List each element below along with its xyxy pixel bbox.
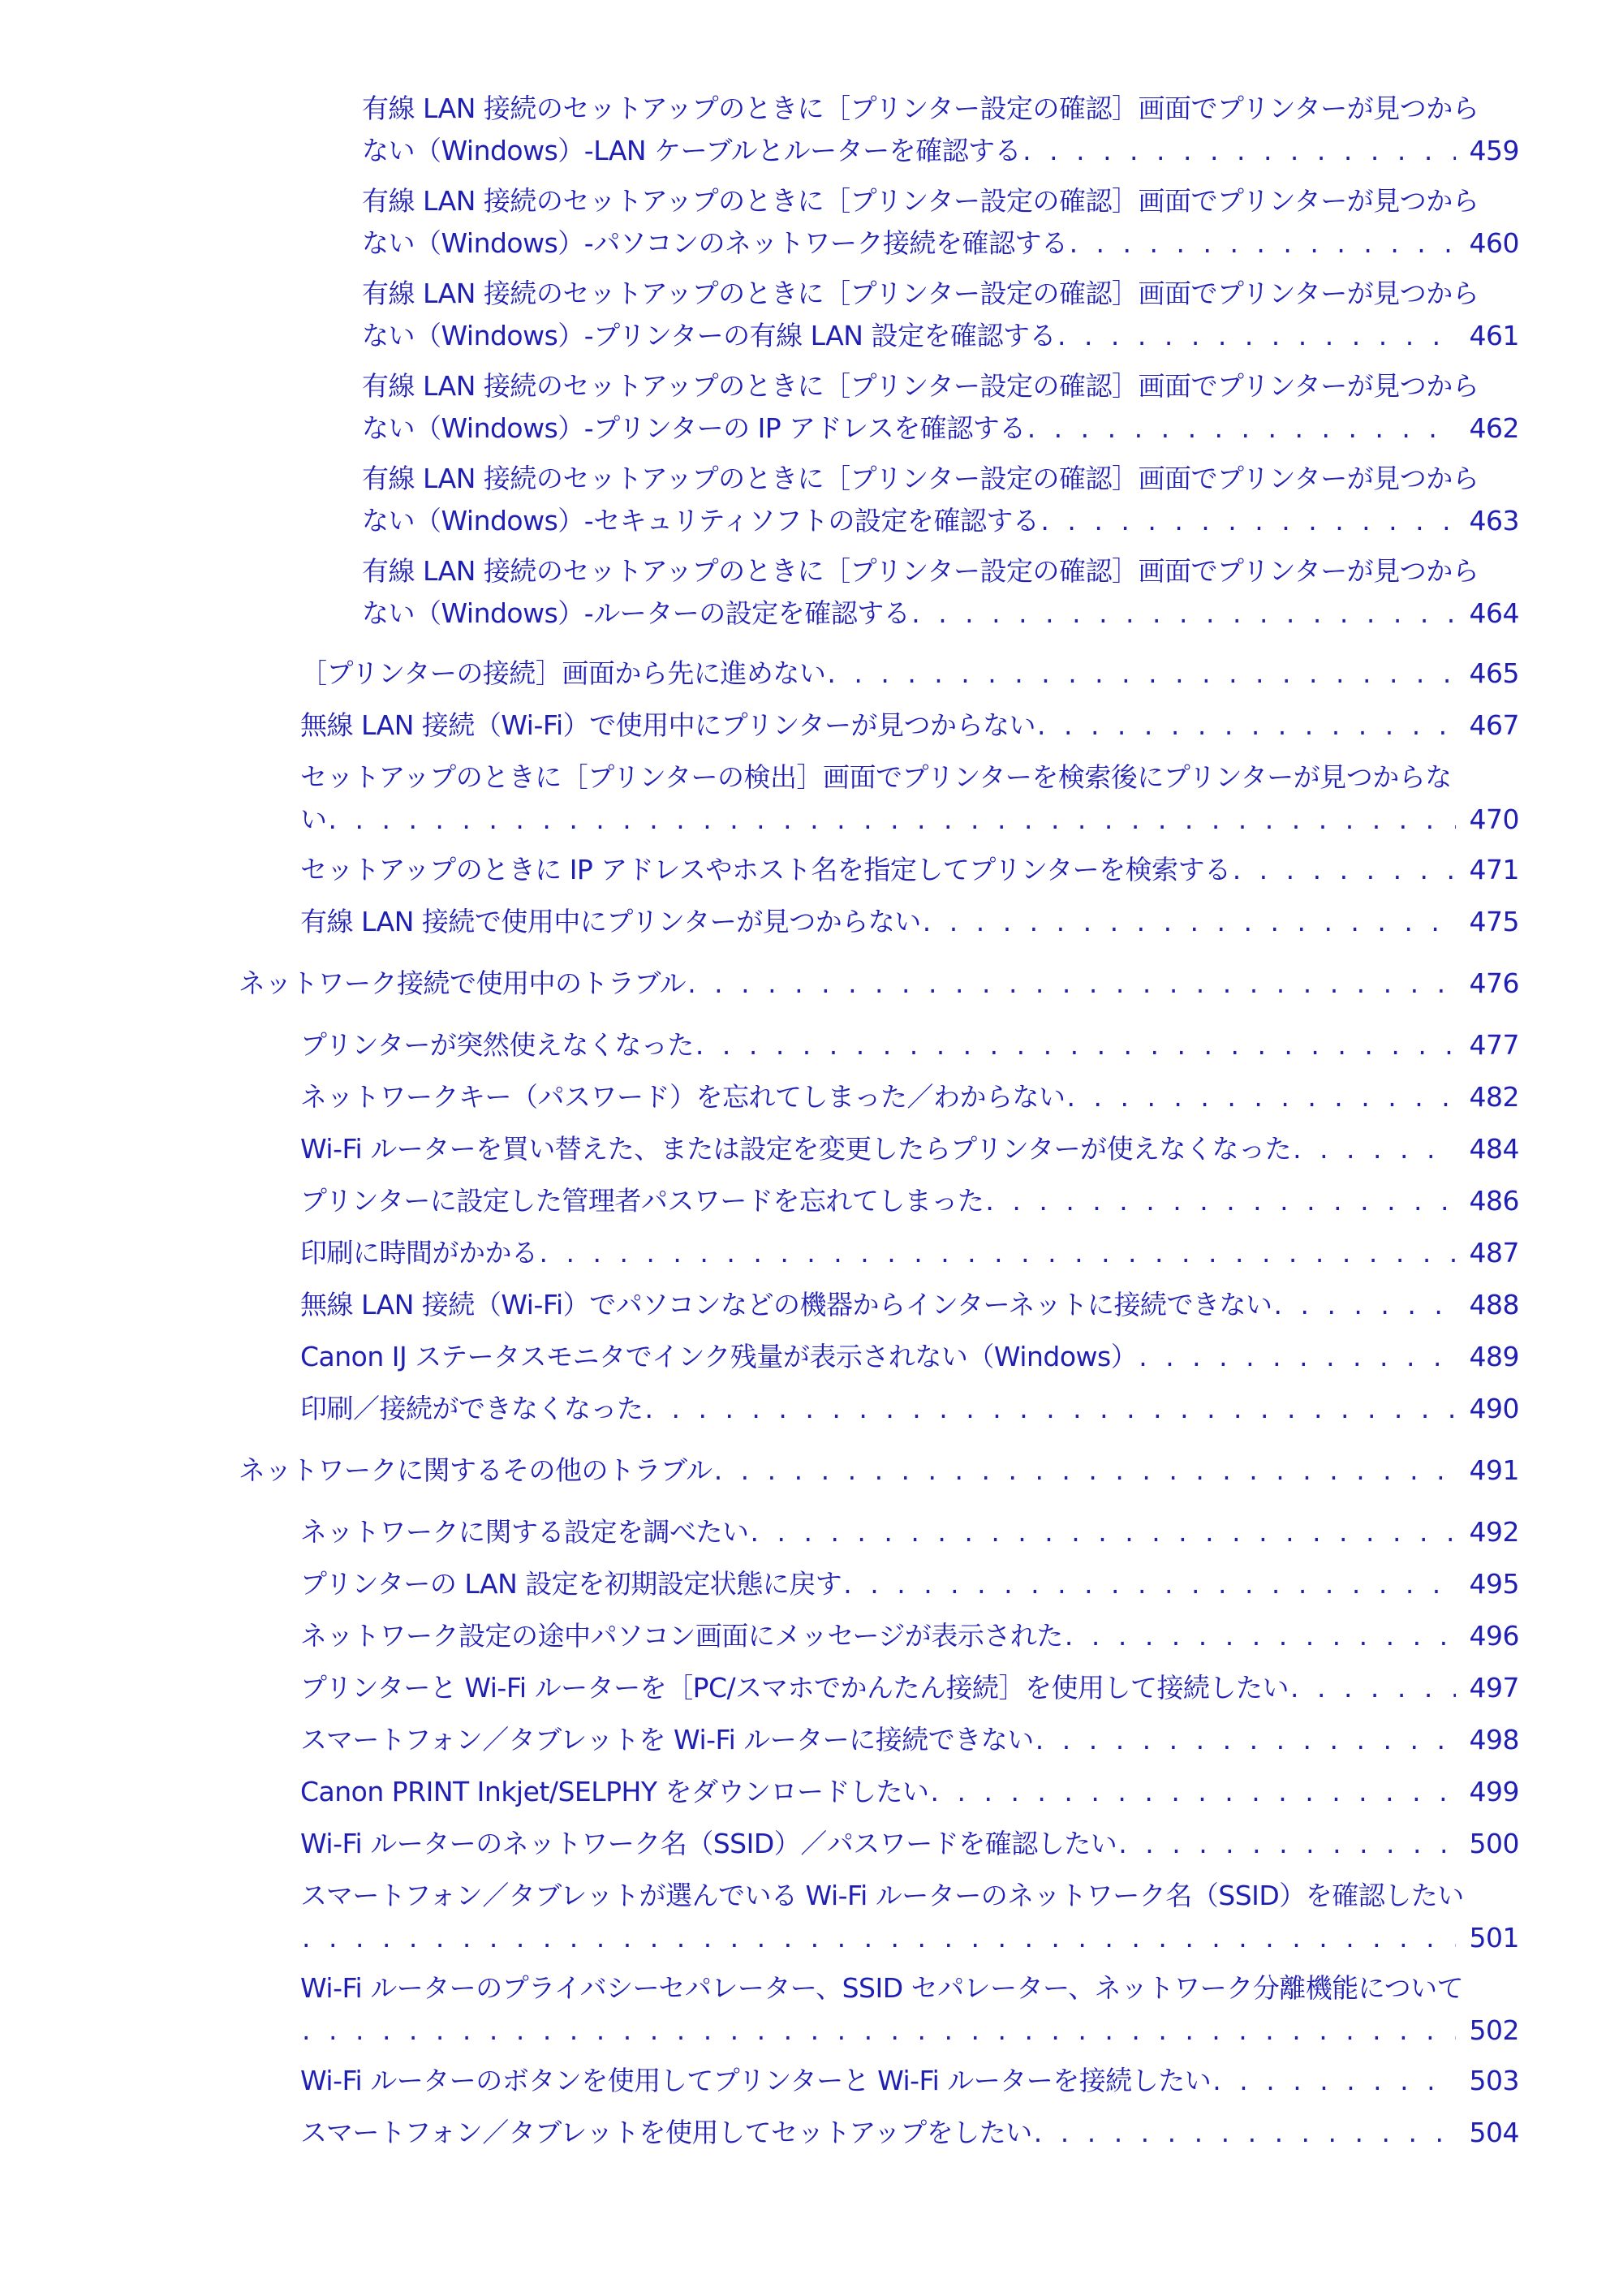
page-number[interactable]: 470: [1469, 803, 1519, 835]
dot-leader: [1289, 1667, 1456, 1709]
page-number[interactable]: 490: [1469, 1393, 1519, 1424]
toc-entry-line: [300, 1917, 1519, 1959]
toc-entry-title: ない（Windows）-セキュリティソフトの設定を確認する: [362, 505, 1040, 536]
dot-leader: [1056, 315, 1456, 357]
toc-entry-line: [300, 1563, 1519, 1605]
toc-entry-title: 印刷に時間がかかる: [300, 1237, 538, 1269]
toc-entry-line: [362, 500, 1519, 542]
toc-entry-title: スマートフォン／タブレットを Wi-Fi ルーターに接続できない: [300, 1724, 1034, 1755]
page-number[interactable]: 495: [1469, 1568, 1519, 1600]
toc-entry[interactable]: [300, 2112, 1519, 2154]
toc-entry-title: ネットワークに関する設定を調べたい: [300, 1516, 749, 1548]
toc-entry-line: [300, 2060, 1519, 2102]
toc-entry-line: [300, 1667, 1519, 1709]
toc-entry-line: [300, 1232, 1519, 1274]
page-number[interactable]: 491: [1469, 1454, 1519, 1486]
toc-entry-line: [362, 592, 1519, 635]
page-number[interactable]: 471: [1469, 854, 1519, 885]
toc-entry-line: [300, 799, 1519, 841]
toc-entry-title-line: スマートフォン／タブレットが選んでいる Wi-Fi ルーターのネットワーク名（SSID）を確認したい: [300, 1880, 1464, 1911]
dot-leader: [712, 1450, 1456, 1492]
toc-entry[interactable]: [300, 1563, 1519, 1605]
toc-entry-line: [300, 1771, 1519, 1813]
toc-entry[interactable]: [300, 1336, 1519, 1378]
toc-entry-title: 有線 LAN 接続で使用中にプリンターが見つからない: [300, 906, 921, 937]
page-number[interactable]: 477: [1469, 1029, 1519, 1061]
toc-entry-line: [300, 1823, 1519, 1865]
dot-leader: [1211, 2060, 1456, 2102]
toc-entry-line: [300, 849, 1519, 891]
dot-leader: [1034, 1719, 1456, 1761]
dot-leader: [1032, 2112, 1456, 2154]
page-number[interactable]: 496: [1469, 1620, 1519, 1652]
page-number[interactable]: 486: [1469, 1185, 1519, 1217]
dot-leader: [910, 592, 1456, 635]
dot-leader: [1063, 1615, 1456, 1657]
toc-entry-line: [239, 963, 1519, 1005]
toc-entry-title: スマートフォン／タブレットを使用してセットアップをしたい: [300, 2117, 1032, 2148]
page-number[interactable]: 475: [1469, 906, 1519, 937]
toc-entry[interactable]: [362, 88, 1519, 172]
dot-leader: [694, 1024, 1456, 1066]
toc-entry[interactable]: [300, 1875, 1519, 1959]
toc-entry-line: [300, 704, 1519, 747]
page-number[interactable]: 492: [1469, 1516, 1519, 1548]
page-number[interactable]: 467: [1469, 709, 1519, 741]
page-number[interactable]: 464: [1469, 597, 1519, 629]
toc-entry-line: [300, 1284, 1519, 1326]
toc-entry-line: [300, 2112, 1519, 2154]
page-number[interactable]: 499: [1469, 1776, 1519, 1807]
toc-entry[interactable]: [362, 273, 1519, 357]
page-number[interactable]: 460: [1469, 227, 1519, 259]
toc-entry[interactable]: [300, 756, 1519, 841]
toc-entry[interactable]: [300, 1771, 1519, 1813]
dot-leader: [842, 1563, 1456, 1605]
dot-leader: [1068, 222, 1456, 265]
toc-entry[interactable]: [300, 1388, 1519, 1430]
page-number[interactable]: 498: [1469, 1724, 1519, 1755]
toc-entry-line: [300, 1615, 1519, 1657]
toc-entry[interactable]: [300, 1719, 1519, 1761]
dot-leader: [984, 1180, 1456, 1222]
page-number[interactable]: 487: [1469, 1237, 1519, 1269]
toc-entry[interactable]: [362, 180, 1519, 265]
dot-leader: [749, 1511, 1457, 1553]
page-number[interactable]: 497: [1469, 1672, 1519, 1704]
toc-entry-title-line: 有線 LAN 接続のセットアップのときに［プリンター設定の確認］画面でプリンターが見つから: [362, 463, 1479, 494]
toc-entry[interactable]: [239, 963, 1519, 1005]
toc-entry-line: [300, 1511, 1519, 1553]
page-number[interactable]: 476: [1469, 967, 1519, 999]
toc-entry-title: Wi-Fi ルーターのネットワーク名（SSID）／パスワードを確認したい: [300, 1828, 1117, 1859]
dot-leader: [921, 901, 1456, 943]
toc-entry-title: 印刷／接続ができなくなった: [300, 1393, 644, 1424]
toc-entry-line: [300, 1076, 1519, 1118]
toc-entry-title: 無線 LAN 接続（Wi-Fi）で使用中にプリンターが見つからない: [300, 709, 1035, 741]
toc-entry[interactable]: [300, 704, 1519, 747]
toc-entry[interactable]: [300, 1128, 1519, 1170]
dot-leader: [1272, 1284, 1456, 1326]
toc-entry-title: ない（Windows）-パソコンのネットワーク接続を確認する: [362, 227, 1068, 259]
toc-entry[interactable]: [300, 653, 1519, 695]
toc-entry-line: [362, 222, 1519, 265]
toc-entry-title: Canon PRINT Inkjet/SELPHY をダウンロードしたい: [300, 1776, 929, 1807]
toc-entry-title: プリンターと Wi-Fi ルーターを［PC/スマホでかんたん接続］を使用して接続したい: [300, 1672, 1289, 1704]
toc-entry[interactable]: [362, 458, 1519, 542]
toc-entry-title: Wi-Fi ルーターのボタンを使用してプリンターと Wi-Fi ルーターを接続したい: [300, 2065, 1212, 2096]
dot-leader: [1065, 1076, 1457, 1118]
toc-entry-title: ［プリンターの接続］画面から先に進めない: [300, 657, 826, 689]
dot-leader: [300, 2010, 1456, 2052]
page-number[interactable]: 463: [1469, 505, 1519, 536]
toc-entry-line: [300, 2010, 1519, 2052]
toc-entry-line: [300, 653, 1519, 695]
toc-entry[interactable]: [300, 1024, 1519, 1066]
page-number[interactable]: 482: [1469, 1081, 1519, 1113]
dot-leader: [1026, 407, 1456, 450]
page-number[interactable]: 484: [1469, 1133, 1519, 1165]
toc-entry[interactable]: [362, 365, 1519, 450]
toc-entry-line: [362, 130, 1519, 172]
page-number[interactable]: 459: [1469, 135, 1519, 166]
toc-entry-title-line: 有線 LAN 接続のセットアップのときに［プリンター設定の確認］画面でプリンターが見つから: [362, 370, 1479, 402]
dot-leader: [1231, 849, 1456, 891]
toc-entry[interactable]: [300, 849, 1519, 891]
toc-entry[interactable]: [300, 1667, 1519, 1709]
toc-entry-line: [300, 1128, 1519, 1170]
toc-entry-title: セットアップのときに IP アドレスやホスト名を指定してプリンターを検索する: [300, 854, 1231, 885]
page-number[interactable]: 501: [1469, 1922, 1519, 1954]
toc-entry[interactable]: [300, 1232, 1519, 1274]
dot-leader: [1137, 1336, 1456, 1378]
page-number[interactable]: 462: [1469, 412, 1519, 444]
toc-entry-line: [300, 1719, 1519, 1761]
toc-entry[interactable]: [300, 2060, 1519, 2102]
toc-entry-title: 無線 LAN 接続（Wi-Fi）でパソコンなどの機器からインターネットに接続できない: [300, 1289, 1272, 1320]
dot-leader: [686, 963, 1456, 1005]
toc-entry-title-line: 有線 LAN 接続のセットアップのときに［プリンター設定の確認］画面でプリンターが見つから: [362, 93, 1479, 124]
toc-entry-title: Canon IJ ステータスモニタでインク残量が表示されない（Windows）: [300, 1341, 1138, 1372]
page-number[interactable]: 502: [1469, 2014, 1519, 2046]
page-number[interactable]: 461: [1469, 320, 1519, 351]
dot-leader: [1021, 130, 1456, 172]
toc-entry-line: [362, 407, 1519, 450]
toc-entry-line: [300, 1336, 1519, 1378]
toc-entry-line: [362, 315, 1519, 357]
toc-entry-title: プリンターの LAN 設定を初期設定状態に戻す: [300, 1568, 842, 1600]
toc-entry-line: [300, 1180, 1519, 1222]
page-number[interactable]: 504: [1469, 2117, 1519, 2148]
page-number[interactable]: 465: [1469, 657, 1519, 689]
dot-leader: [1035, 704, 1456, 747]
toc-entry[interactable]: [300, 1076, 1519, 1118]
toc-entry-line: [300, 1388, 1519, 1430]
dot-leader: [1291, 1128, 1456, 1170]
toc-entry-title: ない（Windows）-LAN ケーブルとルーターを確認する: [362, 135, 1022, 166]
toc-entry-title-line: 有線 LAN 接続のセットアップのときに［プリンター設定の確認］画面でプリンターが見つから: [362, 185, 1479, 217]
toc-entry-title: ネットワーク接続で使用中のトラブル: [239, 967, 687, 999]
toc-entry[interactable]: [239, 1450, 1519, 1492]
toc-entry-title: ネットワークに関するその他のトラブル: [239, 1454, 712, 1486]
toc-entry-title-line: Wi-Fi ルーターのプライバシーセパレーター、SSID セパレーター、ネットワーク分離機能について: [300, 1972, 1464, 2004]
toc-entry[interactable]: [300, 1615, 1519, 1657]
toc-entry[interactable]: [300, 1967, 1519, 2052]
dot-leader: [929, 1771, 1457, 1813]
toc-entry-title: ない（Windows）-プリンターの IP アドレスを確認する: [362, 412, 1026, 444]
toc-entry-title: い: [300, 803, 327, 835]
toc-entry-title-line: セットアップのときに［プリンターの検出］画面でプリンターを検索後にプリンターが見つからな: [300, 761, 1452, 793]
toc-entry-title: プリンターに設定した管理者パスワードを忘れてしまった: [300, 1185, 984, 1217]
toc-entry-title: Wi-Fi ルーターを買い替えた、または設定を変更したらプリンターが使えなくなった: [300, 1133, 1292, 1165]
toc-entry-title-line: 有線 LAN 接続のセットアップのときに［プリンター設定の確認］画面でプリンターが見つから: [362, 555, 1479, 587]
dot-leader: [1117, 1823, 1456, 1865]
dot-leader: [644, 1388, 1457, 1430]
toc-entry-line: [300, 1024, 1519, 1066]
page-number[interactable]: 489: [1469, 1341, 1519, 1372]
page-number[interactable]: 500: [1469, 1828, 1519, 1859]
toc-entry[interactable]: [300, 1284, 1519, 1326]
toc-entry[interactable]: [300, 1511, 1519, 1553]
page-number[interactable]: 503: [1469, 2065, 1519, 2096]
toc-entry-title: ネットワークキー（パスワード）を忘れてしまった／わからない: [300, 1081, 1065, 1113]
toc-entry-title-line: 有線 LAN 接続のセットアップのときに［プリンター設定の確認］画面でプリンターが見つから: [362, 278, 1479, 309]
dot-leader: [300, 1917, 1456, 1959]
page-number[interactable]: 488: [1469, 1289, 1519, 1320]
dot-leader: [825, 653, 1456, 695]
dot-leader: [1039, 500, 1456, 542]
toc-entry[interactable]: [300, 901, 1519, 943]
toc-entry[interactable]: [300, 1180, 1519, 1222]
toc-entry-title: プリンターが突然使えなくなった: [300, 1029, 694, 1061]
toc-entry-line: [300, 901, 1519, 943]
toc-entry[interactable]: [362, 550, 1519, 635]
toc-entry-title: ない（Windows）-プリンターの有線 LAN 設定を確認する: [362, 320, 1056, 351]
toc-entry-line: [239, 1450, 1519, 1492]
dot-leader: [327, 799, 1457, 841]
toc-entry[interactable]: [300, 1823, 1519, 1865]
dot-leader: [538, 1232, 1457, 1274]
toc-entry-title: ネットワーク設定の途中パソコン画面にメッセージが表示された: [300, 1620, 1063, 1652]
toc-entry-title: ない（Windows）-ルーターの設定を確認する: [362, 597, 911, 629]
